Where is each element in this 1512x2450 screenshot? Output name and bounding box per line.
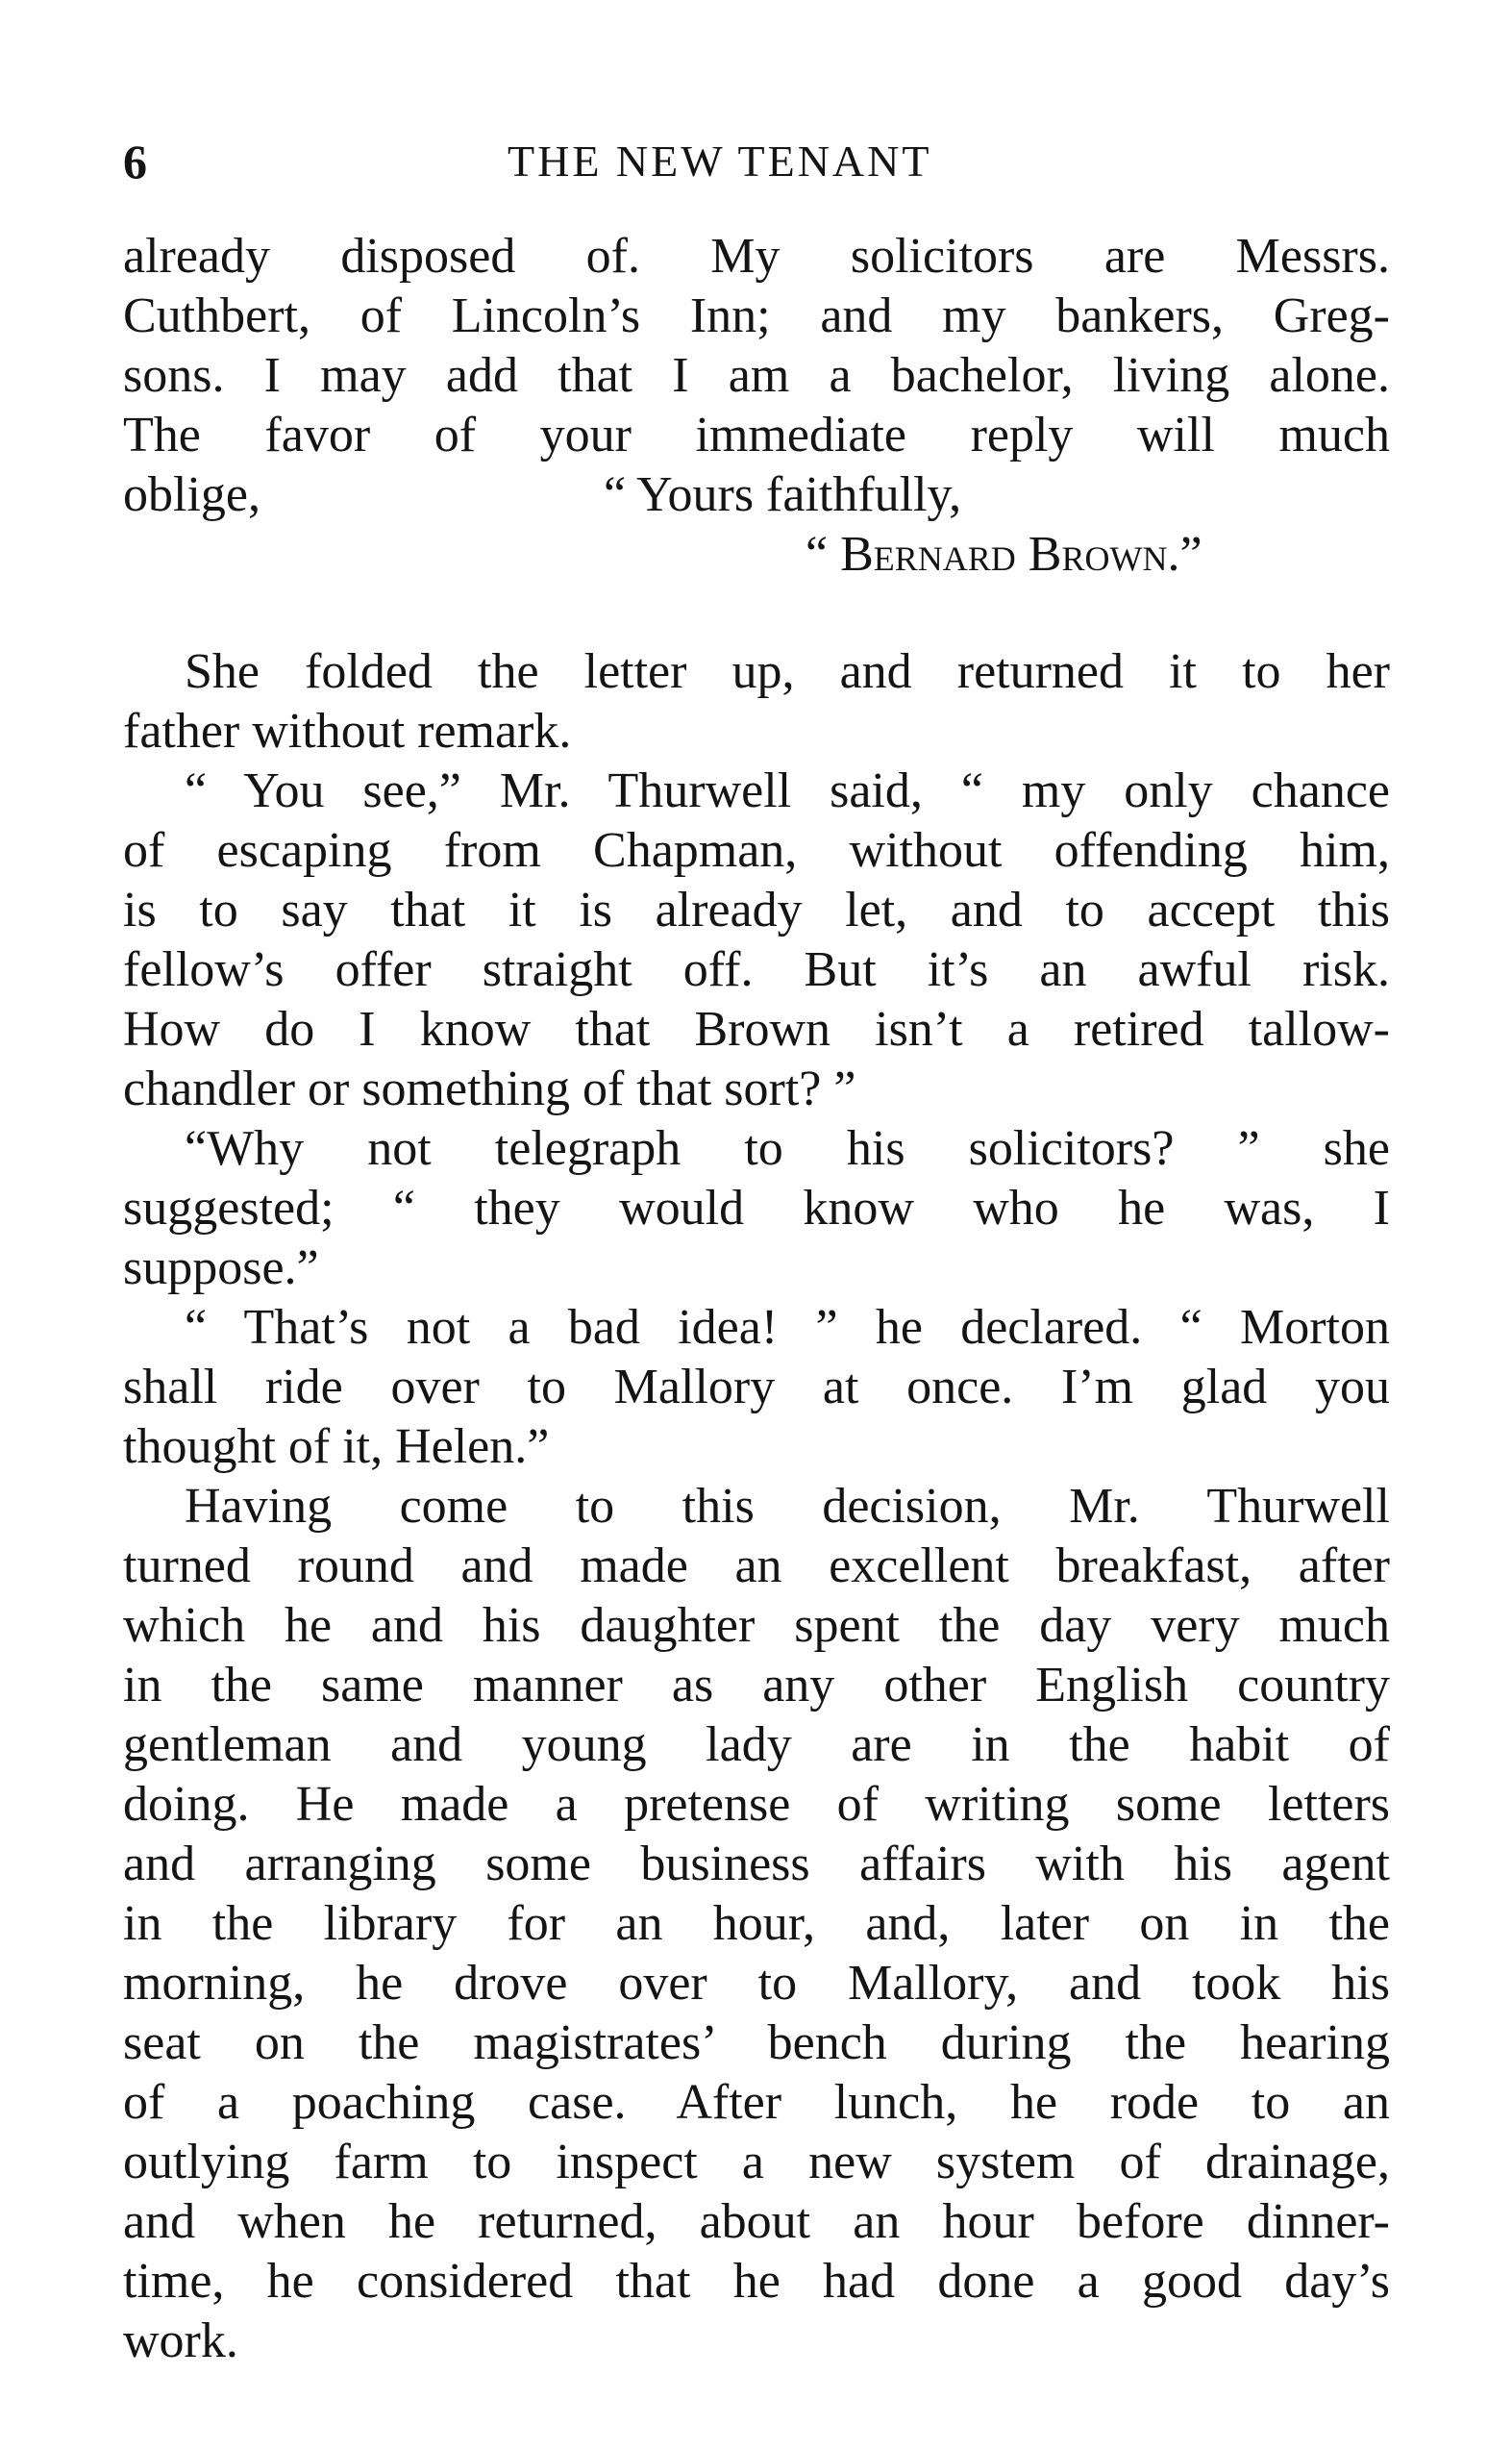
signature-open-quote: “ [806, 527, 841, 582]
signature-name: Bernard Brown. [840, 527, 1180, 582]
body-line: seat on the magistrates’ bench during the hearing [123, 2015, 1390, 2070]
body-line: which he and his daughter spent the day very much [123, 1598, 1390, 1653]
body-line: fellow’s offer straight off. But it’s an awful risk. [123, 942, 1390, 997]
running-title: THE NEW TENANT [508, 137, 932, 186]
body-line: “ That’s not a bad idea! ” he declared. “ Morton [185, 1300, 1390, 1355]
body-line: turned round and made an excellent breakfast, after [123, 1538, 1390, 1593]
letter-line: The favor of your immediate reply will much [123, 408, 1390, 462]
body-line: gentleman and young lady are in the habit of [123, 1717, 1390, 1772]
body-line: work. [123, 2313, 238, 2368]
body-line: time, he considered that he had done a good day’s [123, 2254, 1390, 2309]
page-header [123, 133, 1390, 190]
body-line: and arranging some business affairs with his agent [123, 1837, 1390, 1891]
body-line: How do I know that Brown isn’t a retired tallow- [123, 1002, 1390, 1057]
body-line: doing. He made a pretense of writing some letters [123, 1777, 1390, 1832]
body-line: suggested; “ they would know who he was, I [123, 1181, 1390, 1236]
body-line: “ You see,” Mr. Thurwell said, “ my only chance [185, 763, 1390, 818]
body-line: morning, he drove over to Mallory, and took his [123, 1956, 1390, 2011]
body-line: chandler or something of that sort? ” [123, 1062, 856, 1116]
letter-line: already disposed of. My solicitors are Messrs. [123, 229, 1390, 284]
letter-closing-oblige: oblige, [123, 467, 260, 522]
body-line: shall ride over to Mallory at once. I’m glad you [123, 1360, 1390, 1414]
body-line: of a poaching case. After lunch, he rode to an [123, 2075, 1390, 2130]
body-line: “Why not telegraph to his solicitors? ” she [185, 1121, 1390, 1176]
body-line: father without remark. [123, 704, 572, 759]
body-line: thought of it, Helen.” [123, 1419, 550, 1474]
letter-line: Cuthbert, of Lincoln’s Inn; and my bankers, Greg- [123, 288, 1390, 343]
letter-closing-valediction: “ Yours faithfully, [604, 467, 962, 522]
body-line: and when he returned, about an hour before dinner- [123, 2194, 1390, 2249]
body-line: of escaping from Chapman, without offending him, [123, 823, 1390, 878]
body-line: Having come to this decision, Mr. Thurwell [185, 1479, 1390, 1534]
signature-close-quote: ” [1179, 527, 1202, 582]
body-line: is to say that it is already let, and to accept this [123, 883, 1390, 938]
letter-signature [806, 525, 1202, 585]
letter-line: sons. I may add that I am a bachelor, living alone. [123, 348, 1390, 403]
body-line: in the same manner as any other English country [123, 1658, 1390, 1712]
body-line: outlying farm to inspect a new system of drainage, [123, 2135, 1390, 2189]
body-line: She folded the letter up, and returned it to her [185, 644, 1390, 699]
body-line: in the library for an hour, and, later on in the [123, 1896, 1390, 1951]
page-number: 6 [123, 135, 147, 188]
body-line: suppose.” [123, 1240, 319, 1295]
